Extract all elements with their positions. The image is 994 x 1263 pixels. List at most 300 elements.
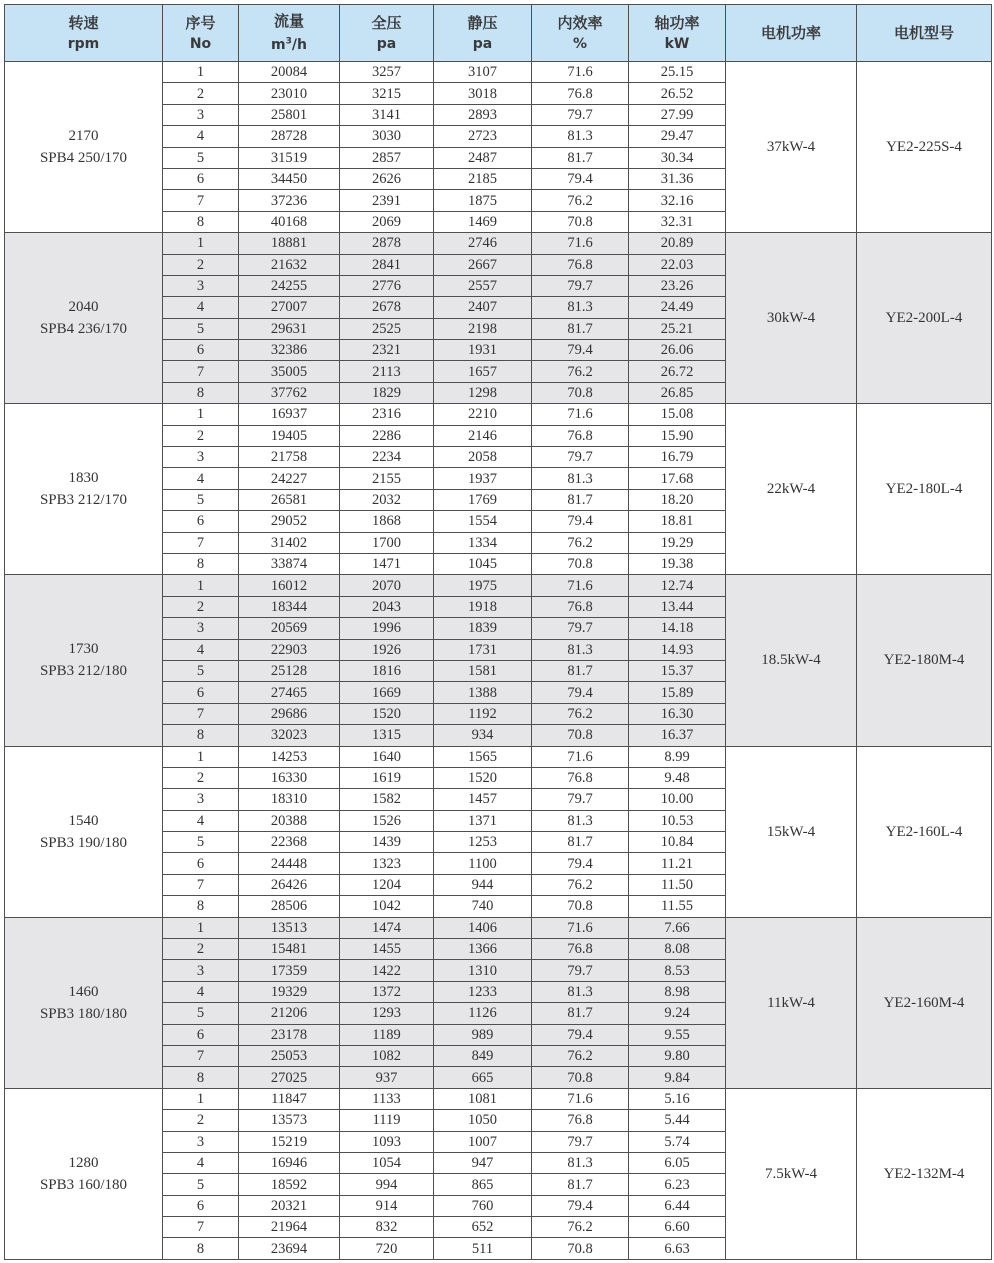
speed-model-cell — [5, 746, 163, 917]
row-no: 5 — [163, 318, 239, 339]
total-pressure-value: 1323 — [340, 853, 434, 874]
total-pressure-value: 1640 — [340, 746, 434, 767]
flow-value: 13513 — [239, 917, 340, 938]
flow-value: 26581 — [239, 489, 340, 510]
shaft-power-value: 26.72 — [629, 361, 726, 382]
row-no: 2 — [163, 939, 239, 960]
efficiency-value: 79.7 — [532, 960, 629, 981]
shaft-power-value: 10.00 — [629, 789, 726, 810]
static-pressure-value: 1007 — [434, 1131, 532, 1152]
efficiency-value: 70.8 — [532, 1067, 629, 1088]
row-no: 5 — [163, 1003, 239, 1024]
speed-model-cell — [5, 233, 163, 404]
flow-value: 31402 — [239, 532, 340, 553]
static-pressure-value: 1469 — [434, 211, 532, 232]
speed-group — [5, 917, 992, 1088]
efficiency-value: 79.4 — [532, 1195, 629, 1216]
efficiency-value: 76.2 — [532, 1217, 629, 1238]
efficiency-value: 71.6 — [532, 404, 629, 425]
shaft-power-value: 6.23 — [629, 1174, 726, 1195]
flow-value: 18344 — [239, 596, 340, 617]
efficiency-value: 76.8 — [532, 425, 629, 446]
shaft-power-value: 27.99 — [629, 104, 726, 125]
shaft-power-value: 19.29 — [629, 532, 726, 553]
efficiency-value: 76.2 — [532, 361, 629, 382]
static-pressure-value: 1520 — [434, 767, 532, 788]
row-no: 8 — [163, 1238, 239, 1259]
shaft-power-value: 14.18 — [629, 618, 726, 639]
shaft-power-value: 15.08 — [629, 404, 726, 425]
total-pressure-value: 3141 — [340, 104, 434, 125]
static-pressure-value: 652 — [434, 1217, 532, 1238]
shaft-power-value: 18.81 — [629, 511, 726, 532]
fan-performance-table — [4, 4, 992, 1260]
motor-model-cell: YE2-160L-4 — [857, 746, 992, 917]
total-pressure-value: 1042 — [340, 896, 434, 917]
total-pressure-value: 937 — [340, 1067, 434, 1088]
speed-value: 1280 — [68, 1154, 99, 1171]
total-pressure-value: 2070 — [340, 575, 434, 596]
row-no: 2 — [163, 767, 239, 788]
total-pressure-value: 1439 — [340, 832, 434, 853]
efficiency-value: 76.8 — [532, 1110, 629, 1131]
row-no: 4 — [163, 810, 239, 831]
shaft-power-value: 25.21 — [629, 318, 726, 339]
table-header — [5, 5, 992, 62]
flow-value: 24227 — [239, 468, 340, 489]
flow-value: 40168 — [239, 211, 340, 232]
total-pressure-value: 1582 — [340, 789, 434, 810]
shaft-power-value: 10.84 — [629, 832, 726, 853]
flow-value: 17359 — [239, 960, 340, 981]
efficiency-value: 71.6 — [532, 1088, 629, 1109]
efficiency-value: 76.8 — [532, 596, 629, 617]
shaft-power-value: 16.37 — [629, 725, 726, 746]
row-no: 4 — [163, 126, 239, 147]
speed-value: 2170 — [68, 128, 99, 145]
total-pressure-value: 1455 — [340, 939, 434, 960]
static-pressure-value: 934 — [434, 725, 532, 746]
motor-power-cell: 22kW-4 — [726, 404, 857, 575]
shaft-power-value: 26.52 — [629, 83, 726, 104]
shaft-power-value: 20.89 — [629, 233, 726, 254]
row-no: 3 — [163, 1131, 239, 1152]
efficiency-value: 79.4 — [532, 168, 629, 189]
shaft-power-value: 15.89 — [629, 682, 726, 703]
efficiency-value: 81.7 — [532, 489, 629, 510]
efficiency-value: 70.8 — [532, 1238, 629, 1259]
header-motor-power: 电机功率 — [726, 5, 857, 62]
shaft-power-value: 19.38 — [629, 553, 726, 574]
motor-power-cell: 30kW-4 — [726, 233, 857, 404]
row-no: 8 — [163, 1067, 239, 1088]
flow-value: 16330 — [239, 767, 340, 788]
flow-value: 21758 — [239, 447, 340, 468]
total-pressure-value: 1526 — [340, 810, 434, 831]
row-no: 4 — [163, 297, 239, 318]
motor-power-cell: 7.5kW-4 — [726, 1088, 857, 1259]
total-pressure-value: 2113 — [340, 361, 434, 382]
row-no: 5 — [163, 660, 239, 681]
speed-group — [5, 233, 992, 404]
shaft-power-value: 5.44 — [629, 1110, 726, 1131]
motor-power-cell: 11kW-4 — [726, 917, 857, 1088]
shaft-power-value: 8.98 — [629, 981, 726, 1002]
flow-value: 34450 — [239, 168, 340, 189]
efficiency-value: 79.4 — [532, 340, 629, 361]
shaft-power-value: 32.31 — [629, 211, 726, 232]
static-pressure-value: 1565 — [434, 746, 532, 767]
table-row — [5, 1088, 992, 1109]
shaft-power-value: 5.74 — [629, 1131, 726, 1152]
row-no: 5 — [163, 1174, 239, 1195]
flow-value: 15481 — [239, 939, 340, 960]
static-pressure-value: 2557 — [434, 275, 532, 296]
speed-group — [5, 62, 992, 233]
flow-value: 22903 — [239, 639, 340, 660]
fan-model: SPB3 160/180 — [39, 1176, 128, 1193]
flow-value: 32386 — [239, 340, 340, 361]
static-pressure-value: 1126 — [434, 1003, 532, 1024]
shaft-power-value: 26.06 — [629, 340, 726, 361]
total-pressure-value: 2316 — [340, 404, 434, 425]
flow-value: 28728 — [239, 126, 340, 147]
flow-value: 28506 — [239, 896, 340, 917]
efficiency-value: 79.7 — [532, 104, 629, 125]
fan-model: SPB3 180/180 — [39, 1005, 128, 1022]
efficiency-value: 79.7 — [532, 1131, 629, 1152]
row-no: 6 — [163, 168, 239, 189]
static-pressure-value: 3018 — [434, 83, 532, 104]
efficiency-value: 81.7 — [532, 832, 629, 853]
total-pressure-value: 1816 — [340, 660, 434, 681]
shaft-power-value: 30.34 — [629, 147, 726, 168]
static-pressure-value: 2210 — [434, 404, 532, 425]
flow-value: 25128 — [239, 660, 340, 681]
total-pressure-value: 1868 — [340, 511, 434, 532]
efficiency-value: 79.4 — [532, 1024, 629, 1045]
efficiency-value: 76.2 — [532, 532, 629, 553]
static-pressure-value: 1366 — [434, 939, 532, 960]
shaft-power-value: 8.53 — [629, 960, 726, 981]
flow-value: 29052 — [239, 511, 340, 532]
total-pressure-value: 1700 — [340, 532, 434, 553]
static-pressure-value: 944 — [434, 874, 532, 895]
flow-value: 20084 — [239, 62, 340, 83]
efficiency-value: 79.7 — [532, 618, 629, 639]
flow-value: 23010 — [239, 83, 340, 104]
total-pressure-value: 1372 — [340, 981, 434, 1002]
flow-value: 20321 — [239, 1195, 340, 1216]
row-no: 8 — [163, 725, 239, 746]
static-pressure-value: 1050 — [434, 1110, 532, 1131]
static-pressure-value: 1388 — [434, 682, 532, 703]
total-pressure-value: 2321 — [340, 340, 434, 361]
row-no: 5 — [163, 832, 239, 853]
shaft-power-value: 23.26 — [629, 275, 726, 296]
efficiency-value: 81.3 — [532, 810, 629, 831]
shaft-power-value: 11.50 — [629, 874, 726, 895]
header-shaft-power: 轴功率 kW — [629, 5, 726, 62]
speed-model-cell — [5, 62, 163, 233]
static-pressure-value: 1298 — [434, 382, 532, 403]
speed-value: 1730 — [68, 641, 99, 658]
static-pressure-value: 1371 — [434, 810, 532, 831]
speed-value: 1460 — [68, 983, 99, 1000]
header-total-pressure: 全压 pa — [340, 5, 434, 62]
static-pressure-value: 865 — [434, 1174, 532, 1195]
shaft-power-value: 25.15 — [629, 62, 726, 83]
static-pressure-value: 740 — [434, 896, 532, 917]
efficiency-value: 79.7 — [532, 275, 629, 296]
flow-value: 21632 — [239, 254, 340, 275]
total-pressure-value: 1093 — [340, 1131, 434, 1152]
shaft-power-value: 8.08 — [629, 939, 726, 960]
row-no: 6 — [163, 682, 239, 703]
total-pressure-value: 720 — [340, 1238, 434, 1259]
table-row — [5, 575, 992, 596]
row-no: 8 — [163, 211, 239, 232]
row-no: 3 — [163, 275, 239, 296]
static-pressure-value: 1310 — [434, 960, 532, 981]
static-pressure-value: 511 — [434, 1238, 532, 1259]
row-no: 1 — [163, 233, 239, 254]
flow-value: 29631 — [239, 318, 340, 339]
efficiency-value: 81.3 — [532, 1152, 629, 1173]
static-pressure-value: 1406 — [434, 917, 532, 938]
flow-value: 29686 — [239, 703, 340, 724]
shaft-power-value: 6.05 — [629, 1152, 726, 1173]
static-pressure-value: 3107 — [434, 62, 532, 83]
static-pressure-value: 1253 — [434, 832, 532, 853]
total-pressure-value: 1054 — [340, 1152, 434, 1173]
shaft-power-value: 6.63 — [629, 1238, 726, 1259]
efficiency-value: 79.7 — [532, 789, 629, 810]
row-no: 7 — [163, 361, 239, 382]
shaft-power-value: 15.90 — [629, 425, 726, 446]
flow-value: 13573 — [239, 1110, 340, 1131]
efficiency-value: 71.6 — [532, 233, 629, 254]
row-no: 7 — [163, 874, 239, 895]
static-pressure-value: 2487 — [434, 147, 532, 168]
header-static-pressure: 静压 pa — [434, 5, 532, 62]
static-pressure-value: 947 — [434, 1152, 532, 1173]
row-no: 1 — [163, 746, 239, 767]
table-row — [5, 404, 992, 425]
motor-model-cell: YE2-160M-4 — [857, 917, 992, 1088]
motor-power-cell: 37kW-4 — [726, 62, 857, 233]
flow-value: 26426 — [239, 874, 340, 895]
speed-value: 2040 — [68, 299, 99, 316]
efficiency-value: 76.8 — [532, 939, 629, 960]
efficiency-value: 81.7 — [532, 318, 629, 339]
efficiency-value: 70.8 — [532, 553, 629, 574]
static-pressure-value: 2746 — [434, 233, 532, 254]
header-speed: 转速 rpm — [5, 5, 163, 62]
speed-group — [5, 746, 992, 917]
static-pressure-value: 1975 — [434, 575, 532, 596]
total-pressure-value: 2776 — [340, 275, 434, 296]
motor-model-cell: YE2-180M-4 — [857, 575, 992, 746]
row-no: 2 — [163, 254, 239, 275]
total-pressure-value: 1619 — [340, 767, 434, 788]
row-no: 3 — [163, 447, 239, 468]
flow-value: 18881 — [239, 233, 340, 254]
shaft-power-value: 29.47 — [629, 126, 726, 147]
total-pressure-value: 2032 — [340, 489, 434, 510]
static-pressure-value: 849 — [434, 1045, 532, 1066]
speed-value: 1830 — [68, 470, 99, 487]
total-pressure-value: 1926 — [340, 639, 434, 660]
row-no: 7 — [163, 190, 239, 211]
total-pressure-value: 1520 — [340, 703, 434, 724]
static-pressure-value: 1192 — [434, 703, 532, 724]
total-pressure-value: 1189 — [340, 1024, 434, 1045]
shaft-power-value: 12.74 — [629, 575, 726, 596]
total-pressure-value: 3215 — [340, 83, 434, 104]
static-pressure-value: 2893 — [434, 104, 532, 125]
static-pressure-value: 1457 — [434, 789, 532, 810]
static-pressure-value: 2058 — [434, 447, 532, 468]
static-pressure-value: 665 — [434, 1067, 532, 1088]
efficiency-value: 76.2 — [532, 1045, 629, 1066]
efficiency-value: 70.8 — [532, 382, 629, 403]
row-no: 5 — [163, 489, 239, 510]
motor-model-cell: YE2-180L-4 — [857, 404, 992, 575]
flow-value: 15219 — [239, 1131, 340, 1152]
total-pressure-value: 1082 — [340, 1045, 434, 1066]
shaft-power-value: 7.66 — [629, 917, 726, 938]
static-pressure-value: 1100 — [434, 853, 532, 874]
row-no: 7 — [163, 1045, 239, 1066]
shaft-power-value: 16.79 — [629, 447, 726, 468]
total-pressure-value: 2878 — [340, 233, 434, 254]
efficiency-value: 71.6 — [532, 746, 629, 767]
static-pressure-value: 2185 — [434, 168, 532, 189]
total-pressure-value: 3257 — [340, 62, 434, 83]
static-pressure-value: 1937 — [434, 468, 532, 489]
motor-power-cell: 18.5kW-4 — [726, 575, 857, 746]
table-row — [5, 62, 992, 83]
total-pressure-value: 1204 — [340, 874, 434, 895]
table-row — [5, 233, 992, 254]
shaft-power-value: 6.60 — [629, 1217, 726, 1238]
static-pressure-value: 1045 — [434, 553, 532, 574]
fan-model: SPB3 212/170 — [39, 492, 128, 509]
efficiency-value: 70.8 — [532, 211, 629, 232]
total-pressure-value: 2857 — [340, 147, 434, 168]
flow-value: 11847 — [239, 1088, 340, 1109]
row-no: 6 — [163, 853, 239, 874]
static-pressure-value: 1554 — [434, 511, 532, 532]
flow-value: 20388 — [239, 810, 340, 831]
efficiency-value: 76.2 — [532, 190, 629, 211]
header-no: 序号 No — [163, 5, 239, 62]
total-pressure-value: 2234 — [340, 447, 434, 468]
efficiency-value: 81.7 — [532, 1003, 629, 1024]
efficiency-value: 76.8 — [532, 254, 629, 275]
total-pressure-value: 1829 — [340, 382, 434, 403]
row-no: 2 — [163, 425, 239, 446]
shaft-power-value: 13.44 — [629, 596, 726, 617]
total-pressure-value: 3030 — [340, 126, 434, 147]
total-pressure-value: 1119 — [340, 1110, 434, 1131]
speed-group — [5, 575, 992, 746]
row-no: 7 — [163, 532, 239, 553]
row-no: 3 — [163, 104, 239, 125]
shaft-power-value: 26.85 — [629, 382, 726, 403]
shaft-power-value: 31.36 — [629, 168, 726, 189]
flow-value: 21206 — [239, 1003, 340, 1024]
total-pressure-value: 914 — [340, 1195, 434, 1216]
flow-value: 23178 — [239, 1024, 340, 1045]
flow-value: 16012 — [239, 575, 340, 596]
speed-model-cell — [5, 1088, 163, 1259]
motor-model-cell: YE2-132M-4 — [857, 1088, 992, 1259]
row-no: 2 — [163, 596, 239, 617]
shaft-power-value: 14.93 — [629, 639, 726, 660]
shaft-power-value: 8.99 — [629, 746, 726, 767]
efficiency-value: 81.3 — [532, 981, 629, 1002]
efficiency-value: 70.8 — [532, 896, 629, 917]
flow-value: 20569 — [239, 618, 340, 639]
efficiency-value: 81.7 — [532, 660, 629, 681]
static-pressure-value: 1581 — [434, 660, 532, 681]
shaft-power-value: 9.55 — [629, 1024, 726, 1045]
row-no: 6 — [163, 1024, 239, 1045]
total-pressure-value: 1133 — [340, 1088, 434, 1109]
fan-model: SPB4 250/170 — [39, 150, 128, 167]
flow-value: 19329 — [239, 981, 340, 1002]
flow-value: 27465 — [239, 682, 340, 703]
static-pressure-value: 1657 — [434, 361, 532, 382]
static-pressure-value: 1918 — [434, 596, 532, 617]
flow-value: 19405 — [239, 425, 340, 446]
total-pressure-value: 1293 — [340, 1003, 434, 1024]
header-efficiency: 内效率 % — [532, 5, 629, 62]
efficiency-value: 79.4 — [532, 682, 629, 703]
shaft-power-value: 17.68 — [629, 468, 726, 489]
shaft-power-value: 16.30 — [629, 703, 726, 724]
row-no: 6 — [163, 1195, 239, 1216]
static-pressure-value: 1875 — [434, 190, 532, 211]
shaft-power-value: 9.84 — [629, 1067, 726, 1088]
efficiency-value: 71.6 — [532, 917, 629, 938]
speed-model-cell — [5, 404, 163, 575]
row-no: 1 — [163, 404, 239, 425]
row-no: 2 — [163, 1110, 239, 1131]
total-pressure-value: 1996 — [340, 618, 434, 639]
header-flow: 流量 $m^3/h$ — [239, 5, 340, 62]
shaft-power-value: 6.44 — [629, 1195, 726, 1216]
total-pressure-value: 2626 — [340, 168, 434, 189]
header-motor-model: 电机型号 — [857, 5, 992, 62]
efficiency-value: 70.8 — [532, 725, 629, 746]
row-no: 4 — [163, 468, 239, 489]
static-pressure-value: 2198 — [434, 318, 532, 339]
static-pressure-value: 2407 — [434, 297, 532, 318]
static-pressure-value: 2667 — [434, 254, 532, 275]
static-pressure-value: 1839 — [434, 618, 532, 639]
fan-model: SPB3 212/180 — [39, 663, 128, 680]
static-pressure-value: 2146 — [434, 425, 532, 446]
total-pressure-value: 2678 — [340, 297, 434, 318]
speed-model-cell — [5, 917, 163, 1088]
flow-value: 27007 — [239, 297, 340, 318]
total-pressure-value: 2155 — [340, 468, 434, 489]
static-pressure-value: 760 — [434, 1195, 532, 1216]
row-no: 1 — [163, 917, 239, 938]
